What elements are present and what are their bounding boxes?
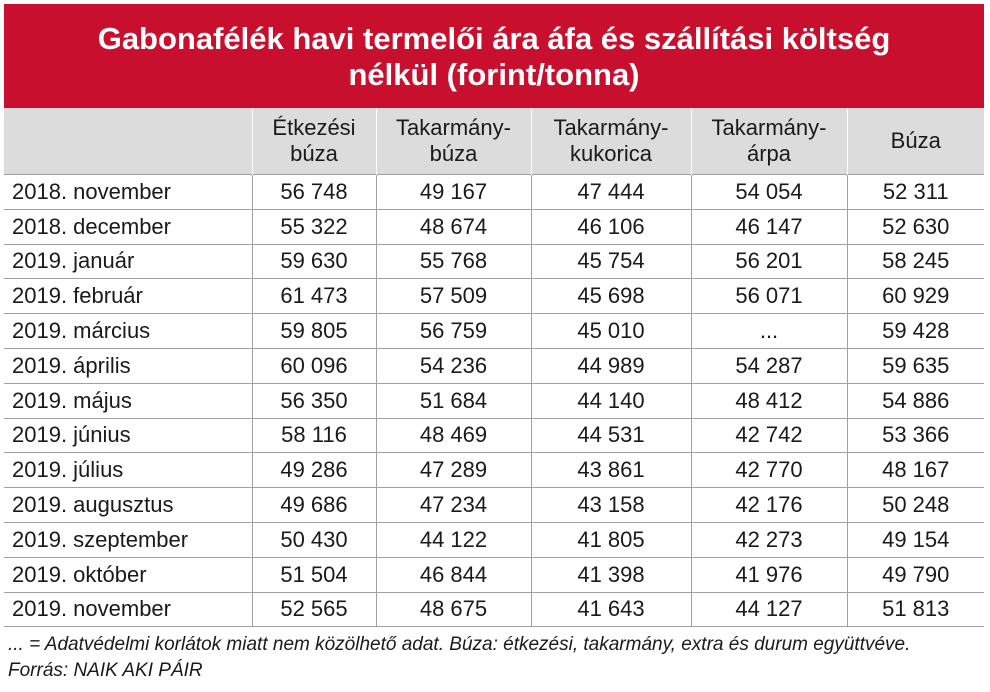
price-cell: 44 140 xyxy=(531,383,691,418)
price-cell: 54 886 xyxy=(847,383,984,418)
table-row xyxy=(4,314,984,349)
header-line: Takarmány- xyxy=(553,115,669,140)
price-cell: 45 010 xyxy=(531,314,691,349)
price-cell: 45 754 xyxy=(531,244,691,279)
price-cell: 42 742 xyxy=(691,418,847,453)
price-cell: 55 322 xyxy=(252,209,376,244)
header-row xyxy=(4,108,984,175)
header-line: búza xyxy=(290,141,338,166)
header-takarmany-kukorica xyxy=(531,108,691,175)
price-cell: 44 122 xyxy=(376,522,531,557)
price-cell: 51 684 xyxy=(376,383,531,418)
price-cell: 41 805 xyxy=(531,522,691,557)
price-cell: 42 176 xyxy=(691,488,847,523)
table-title xyxy=(4,4,984,108)
price-cell: 41 643 xyxy=(531,592,691,627)
price-cell: 58 245 xyxy=(847,244,984,279)
row-period-label: 2019. január xyxy=(4,244,252,279)
header-line: árpa xyxy=(746,141,792,166)
row-period-label: 2019. szeptember xyxy=(4,522,252,557)
price-cell: 56 071 xyxy=(691,279,847,314)
table-row xyxy=(4,522,984,557)
price-cell: 59 805 xyxy=(252,314,376,349)
row-period-label: 2018. december xyxy=(4,209,252,244)
header-line: kukorica xyxy=(570,141,652,166)
price-cell: 48 674 xyxy=(376,209,531,244)
header-period xyxy=(4,108,252,175)
row-period-label: 2019. március xyxy=(4,314,252,349)
price-cell: 48 469 xyxy=(376,418,531,453)
price-cell: 56 201 xyxy=(691,244,847,279)
price-cell: 47 234 xyxy=(376,488,531,523)
table-body xyxy=(4,175,984,627)
row-period-label: 2019. július xyxy=(4,453,252,488)
price-cell: 43 158 xyxy=(531,488,691,523)
header-line: búza xyxy=(429,141,478,166)
price-cell: 57 509 xyxy=(376,279,531,314)
table-row xyxy=(4,209,984,244)
price-cell: 51 813 xyxy=(847,592,984,627)
row-period-label: 2019. május xyxy=(4,383,252,418)
price-cell: 60 929 xyxy=(847,279,984,314)
row-period-label: 2019. október xyxy=(4,557,252,592)
table-row xyxy=(4,383,984,418)
price-cell: 56 748 xyxy=(252,175,376,210)
price-cell: 41 976 xyxy=(691,557,847,592)
price-cell: 52 311 xyxy=(847,175,984,210)
price-cell: 56 350 xyxy=(252,383,376,418)
price-cell: 55 768 xyxy=(376,244,531,279)
header-takarmany-arpa xyxy=(691,108,847,175)
price-cell: 54 236 xyxy=(376,348,531,383)
price-cell: 60 096 xyxy=(252,348,376,383)
price-cell: ... xyxy=(691,314,847,349)
price-cell: 42 273 xyxy=(691,522,847,557)
footnote-source: Forrás: NAIK AKI PÁIR xyxy=(8,660,203,681)
price-cell: 49 154 xyxy=(847,522,984,557)
price-cell: 48 167 xyxy=(847,453,984,488)
header-takarmany-buza xyxy=(376,108,531,175)
header-etkezesi-buza xyxy=(252,108,376,175)
header-line: Takarmány- xyxy=(396,115,511,140)
table-row xyxy=(4,488,984,523)
price-cell: 45 698 xyxy=(531,279,691,314)
price-cell: 49 167 xyxy=(376,175,531,210)
price-cell: 58 116 xyxy=(252,418,376,453)
row-period-label: 2019. április xyxy=(4,348,252,383)
footnote xyxy=(8,632,984,684)
price-cell: 49 790 xyxy=(847,557,984,592)
row-period-label: 2019. június xyxy=(4,418,252,453)
price-cell: 50 430 xyxy=(252,522,376,557)
table-row xyxy=(4,279,984,314)
table-row xyxy=(4,175,984,210)
table-row xyxy=(4,418,984,453)
row-period-label: 2019. november xyxy=(4,592,252,627)
price-cell: 46 844 xyxy=(376,557,531,592)
price-cell: 52 630 xyxy=(847,209,984,244)
price-cell: 47 444 xyxy=(531,175,691,210)
price-cell: 54 054 xyxy=(691,175,847,210)
header-line: Takarmány- xyxy=(711,115,827,140)
price-cell: 42 770 xyxy=(691,453,847,488)
row-period-label: 2019. augusztus xyxy=(4,488,252,523)
title-line-1: Gabonafélék havi termelői ára áfa és szállítási költség xyxy=(97,21,891,56)
table-row xyxy=(4,592,984,627)
price-cell: 59 428 xyxy=(847,314,984,349)
price-cell: 50 248 xyxy=(847,488,984,523)
price-cell: 52 565 xyxy=(252,592,376,627)
price-cell: 44 127 xyxy=(691,592,847,627)
price-cell: 44 989 xyxy=(531,348,691,383)
price-cell: 41 398 xyxy=(531,557,691,592)
price-cell: 59 630 xyxy=(252,244,376,279)
header-line: Búza xyxy=(890,128,941,153)
table-row xyxy=(4,348,984,383)
price-table-container xyxy=(4,108,984,627)
price-table xyxy=(4,108,984,627)
price-cell: 54 287 xyxy=(691,348,847,383)
price-cell: 44 531 xyxy=(531,418,691,453)
price-cell: 59 635 xyxy=(847,348,984,383)
price-cell: 43 861 xyxy=(531,453,691,488)
footnote-note: ... = Adatvédelmi korlátok miatt nem közölhető adat. Búza: étkezési, takarmány, extra és durum együttvéve. xyxy=(8,634,911,655)
header-line: Étkezési xyxy=(272,115,356,140)
header-buza xyxy=(847,108,984,175)
price-cell: 61 473 xyxy=(252,279,376,314)
price-cell: 56 759 xyxy=(376,314,531,349)
price-cell: 51 504 xyxy=(252,557,376,592)
price-cell: 46 106 xyxy=(531,209,691,244)
price-cell: 53 366 xyxy=(847,418,984,453)
price-cell: 48 675 xyxy=(376,592,531,627)
price-cell: 49 286 xyxy=(252,453,376,488)
row-period-label: 2019. február xyxy=(4,279,252,314)
price-cell: 47 289 xyxy=(376,453,531,488)
price-cell: 49 686 xyxy=(252,488,376,523)
price-cell: 48 412 xyxy=(691,383,847,418)
table-row xyxy=(4,453,984,488)
row-period-label: 2018. november xyxy=(4,175,252,210)
table-row xyxy=(4,244,984,279)
price-cell: 46 147 xyxy=(691,209,847,244)
table-row xyxy=(4,557,984,592)
title-line-2: nélkül (forint/tonna) xyxy=(348,57,640,92)
table-header xyxy=(4,108,984,175)
